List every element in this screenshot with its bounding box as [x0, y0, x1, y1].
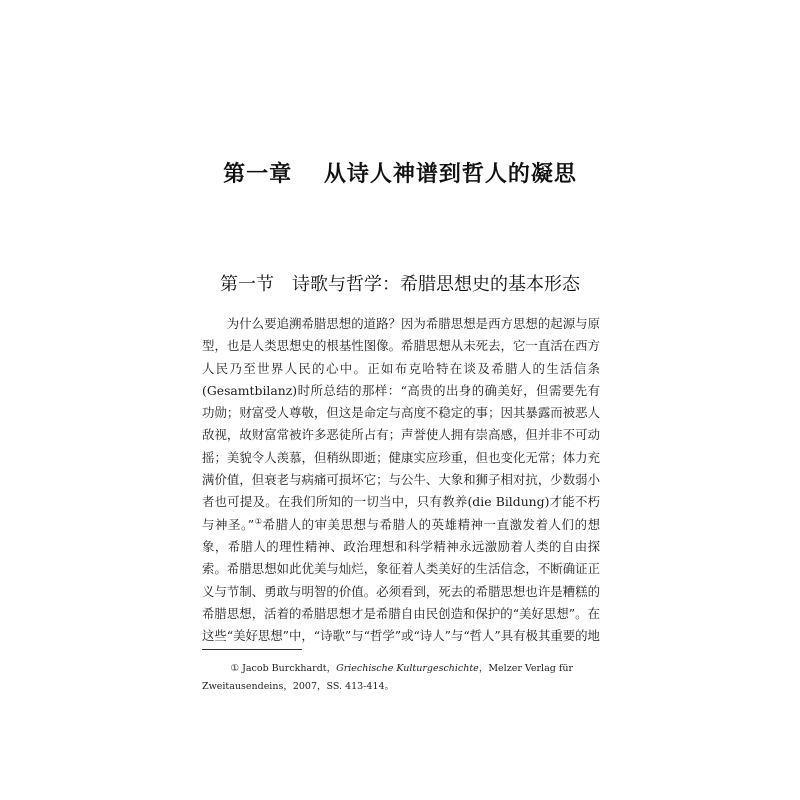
footnote [202, 660, 600, 696]
body-text-part2: 希腊人的审美思想与希腊人的英雄精神一直激发着人们的想象，希腊人的理性精神、政治理想和科学精神永远激励着人类的自由探索。希腊思想如此优美与灿烂，象征着人类美好的生活信念，不断确证正义与节制、勇敢与明智的价值。必须看到，死去的希腊思想也许是糟糕的希腊思想，活着的希腊思想才是希腊自由民创造和保护的“美好思想”。在这些“美好思想”中，“诗歌”与“哲学”或“诗人”与“哲人”具有极其重要的地 [202, 516, 601, 644]
chapter-title: 第一章 从诗人神谱到哲人的凝思 [223, 162, 577, 187]
body-paragraph [202, 313, 600, 647]
footnote-book-title: Griechische Kulturgeschichte [336, 663, 479, 674]
footnote-author: Jacob Burckhardt， [242, 663, 337, 674]
footnote-divider [202, 649, 302, 650]
footnote-marker: ① [230, 663, 240, 674]
footnote-publisher-info: ，Melzer Verlag für Zweitausendeins，2007，SS. 413-414。 [202, 663, 574, 692]
footnote-reference-marker[interactable]: ① [254, 516, 263, 526]
body-text-part1: 为什么要追溯希腊思想的道路？因为希腊思想是西方思想的起源与原型，也是人类思想史的根基性图像。希腊思想从未死去，它一直活在西方人民乃至世界人民的心中。正如布克哈特在谈及希腊人的生活信条(Gesamtbilanz)时所总结的那样：“高贵的出身的确美好，但需要先有功勋；财富受人尊敬，但这是命定与高度不稳定的事；因其暴露而被恶人敌视，故财富常被许多恶徒所占有；声誉使人拥有崇高感，但并非不可动摇；美貌令人羡慕，但稍纵即逝；健康实应珍重，但也变化无常；体力充满价值，但衰老与病痛可损坏它；与公牛、大象和狮子相对抗，少数弱小者也可提及。在我们所知的一切当中，只有教养(die Bildung)才能不朽与神圣。” [202, 316, 600, 532]
section-title: 第一节 诗歌与哲学：希腊思想史的基本形态 [220, 274, 580, 295]
